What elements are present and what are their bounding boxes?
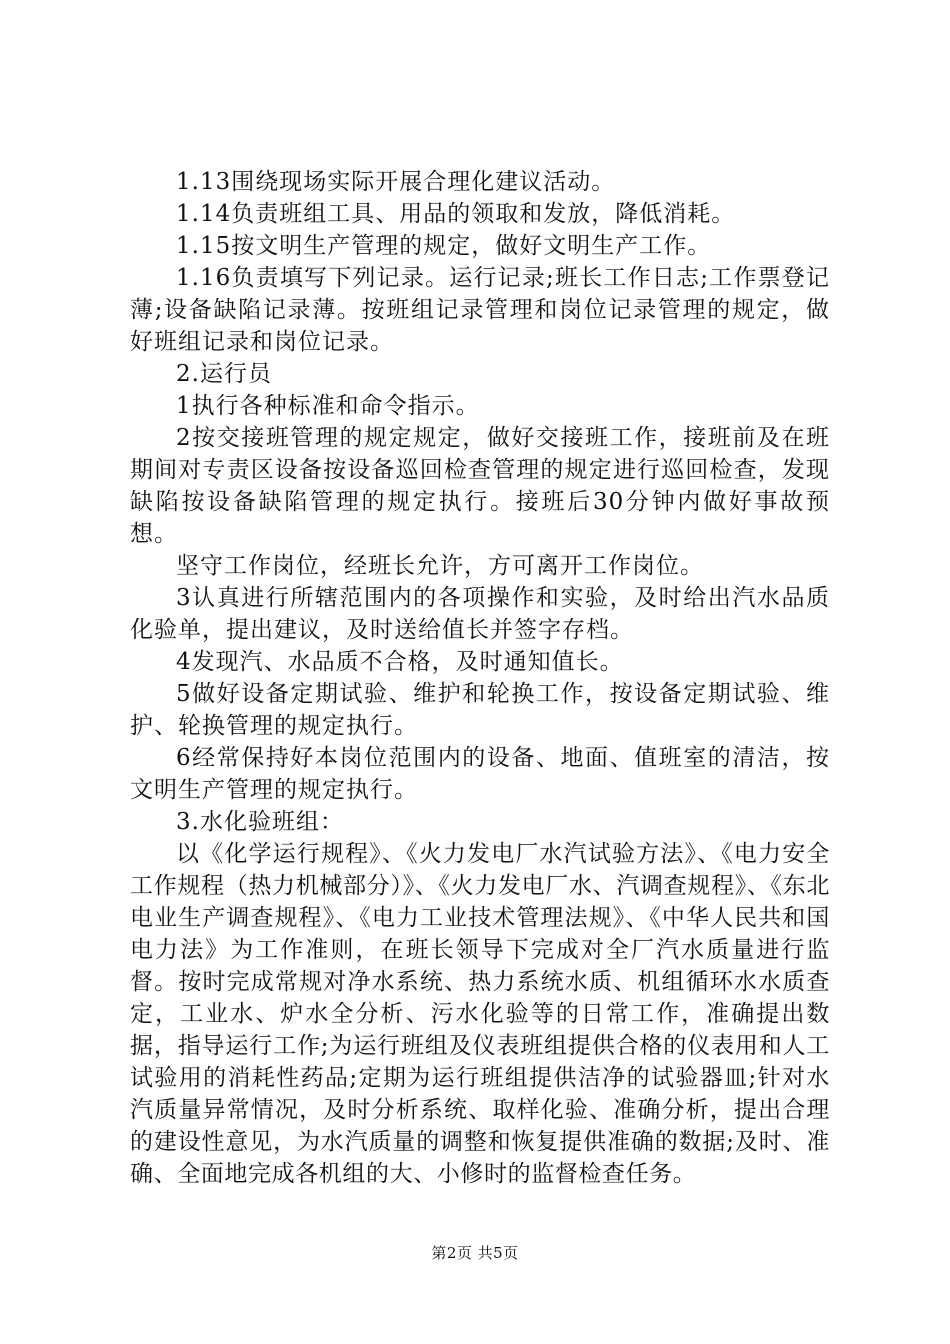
operator-item-6: 6经常保持好本岗位范围内的设备、地面、值班室的清洁，按文明生产管理的规定执行。 [130, 745, 830, 803]
page-number-footer: 第2页 共5页 [431, 1244, 519, 1262]
water-lab-description: 以《化学运行规程》、《火力发电厂水汽试验方法》、《电力安全工作规程（热力机械部分）》、《火力发电厂水、汽调查规程》、《东北电业生产调查规程》、《电力工业技术管理法规》、《中华人民共和国电力法》为工作准则，在班长领导下完成对全厂汽水质量进行监督。按时完成常规对净水系统、热力系统水质、机组循环水水质查定，工业水、炉水全分析、污水化验等的日常工作，准确提出数据，指导运行工作;为运行班组及仪表班组提供合格的仪表用和人工试验用的消耗性药品;定期为运行班组提供洁净的试验器皿;针对水汽质量异常情况，及时分析系统、取样化验、准确分析，提出合理的建设性意见，为水汽质量的调整和恢复提供准确的数据;及时、准确、全面地完成各机组的大、小修时的监督检查任务。 [130, 841, 830, 1187]
document-body [130, 166, 830, 1190]
paragraph-1-16: 1.16负责填写下列记录。运行记录;班长工作日志;工作票登记薄;设备缺陷记录薄。按班组记录管理和岗位记录管理的规定，做好班组记录和岗位记录。 [130, 265, 830, 355]
section-heading-operator: 2.运行员 [176, 361, 272, 387]
operator-item-4: 4发现汽、水品质不合格，及时通知值长。 [176, 649, 624, 675]
operator-item-3: 3认真进行所辖范围内的各项操作和实验，及时给出汽水品质化验单，提出建议，及时送给值长并签字存档。 [130, 585, 830, 643]
operator-item-1: 1执行各种标准和命令指示。 [176, 393, 480, 419]
operator-item-2: 2按交接班管理的规定规定，做好交接班工作，接班前及在班期间对专责区设备按设备巡回检查管理的规定进行巡回检查，发现缺陷按设备缺陷管理的规定执行。接班后30分钟内做好事故预想。 [130, 425, 830, 547]
paragraph-1-15: 1.15按文明生产管理的规定，做好文明生产工作。 [176, 233, 712, 259]
operator-note: 坚守工作岗位，经班长允许，方可离开工作岗位。 [176, 553, 704, 579]
paragraph-1-13: 1.13围绕现场实际开展合理化建议活动。 [176, 169, 616, 195]
paragraph-1-14: 1.14负责班组工具、用品的领取和发放，降低消耗。 [176, 201, 736, 227]
operator-item-5: 5做好设备定期试验、维护和轮换工作，按设备定期试验、维护、轮换管理的规定执行。 [130, 681, 830, 739]
section-heading-water-lab: 3.水化验班组： [176, 809, 344, 835]
